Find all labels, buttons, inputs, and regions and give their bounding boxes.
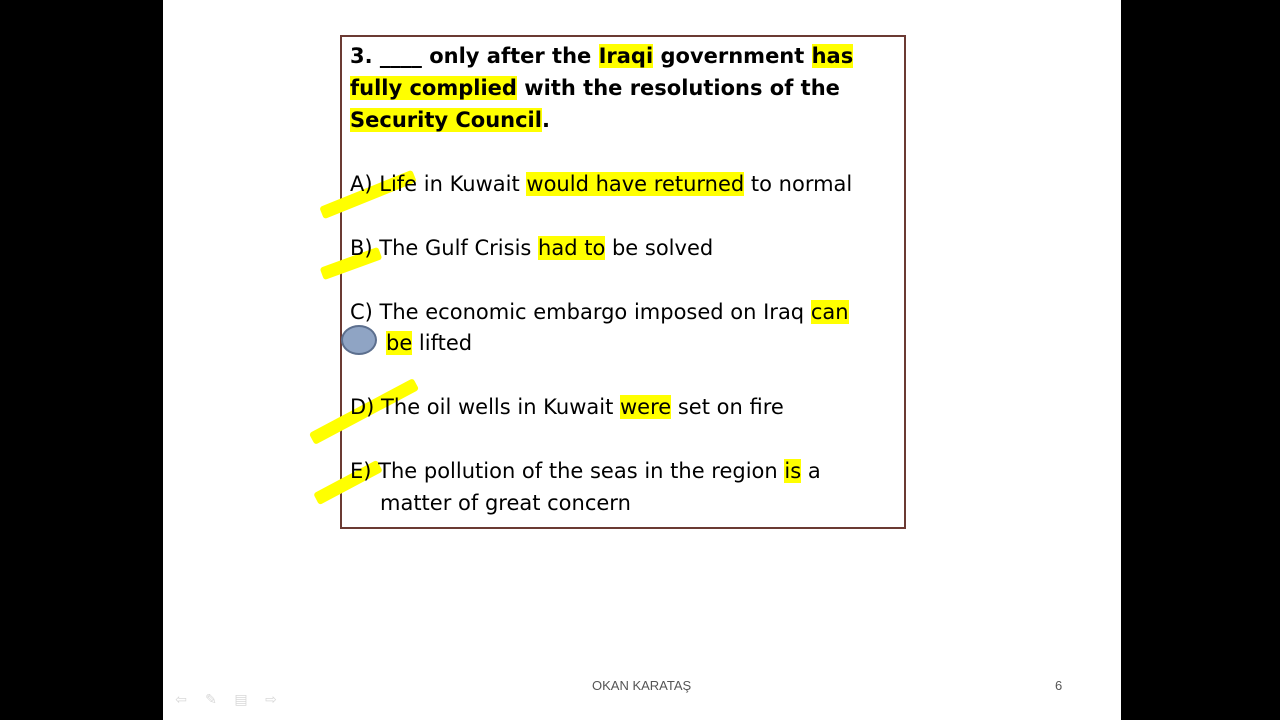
laser-pointer-cursor <box>341 325 377 355</box>
question-stem-line-2: fully complied with the resolutions of the <box>350 76 840 100</box>
highlight-has: has <box>811 44 854 68</box>
menu-icon[interactable]: ▤ <box>234 692 248 708</box>
highlight-can: can <box>810 300 849 324</box>
highlight-were: were <box>620 395 672 419</box>
question-number: 3. <box>350 44 373 68</box>
option-c[interactable]: C) The economic embargo imposed on Iraq can <box>350 300 849 324</box>
next-arrow-icon[interactable]: ⇨ <box>265 692 277 708</box>
option-d[interactable]: D) The oil wells in Kuwait were set on fire <box>350 395 784 419</box>
prev-arrow-icon[interactable]: ⇦ <box>175 692 187 708</box>
question-stem-line-3: Security Council. <box>350 108 550 132</box>
option-c-line-2[interactable]: be lifted <box>386 331 473 355</box>
option-e-line-2[interactable]: matter of great concern <box>380 491 631 515</box>
highlight-be: be <box>386 331 413 355</box>
question-stem-line-1: 3. ____ only after the Iraqi government has <box>350 44 854 68</box>
highlight-security-council: Security Council <box>350 108 542 132</box>
slide-number: 6 <box>1055 678 1063 693</box>
question-blank: ____ <box>379 44 422 68</box>
highlight-is: is <box>784 459 802 483</box>
highlight-iraqi: Iraqi <box>598 44 654 68</box>
highlight-would-have-returned: would have returned <box>526 172 745 196</box>
footer-author: OKAN KARATAŞ <box>592 678 692 693</box>
option-a[interactable]: A) Life in Kuwait would have returned to normal <box>350 172 853 196</box>
highlight-had-to: had to <box>538 236 606 260</box>
option-b[interactable]: B) The Gulf Crisis had to be solved <box>350 236 714 260</box>
highlight-fully-complied: fully complied <box>350 76 517 100</box>
slideshow-controls <box>172 692 280 708</box>
pen-icon[interactable]: ✎ <box>205 692 217 708</box>
option-e[interactable]: E) The pollution of the seas in the region is a <box>350 459 821 483</box>
